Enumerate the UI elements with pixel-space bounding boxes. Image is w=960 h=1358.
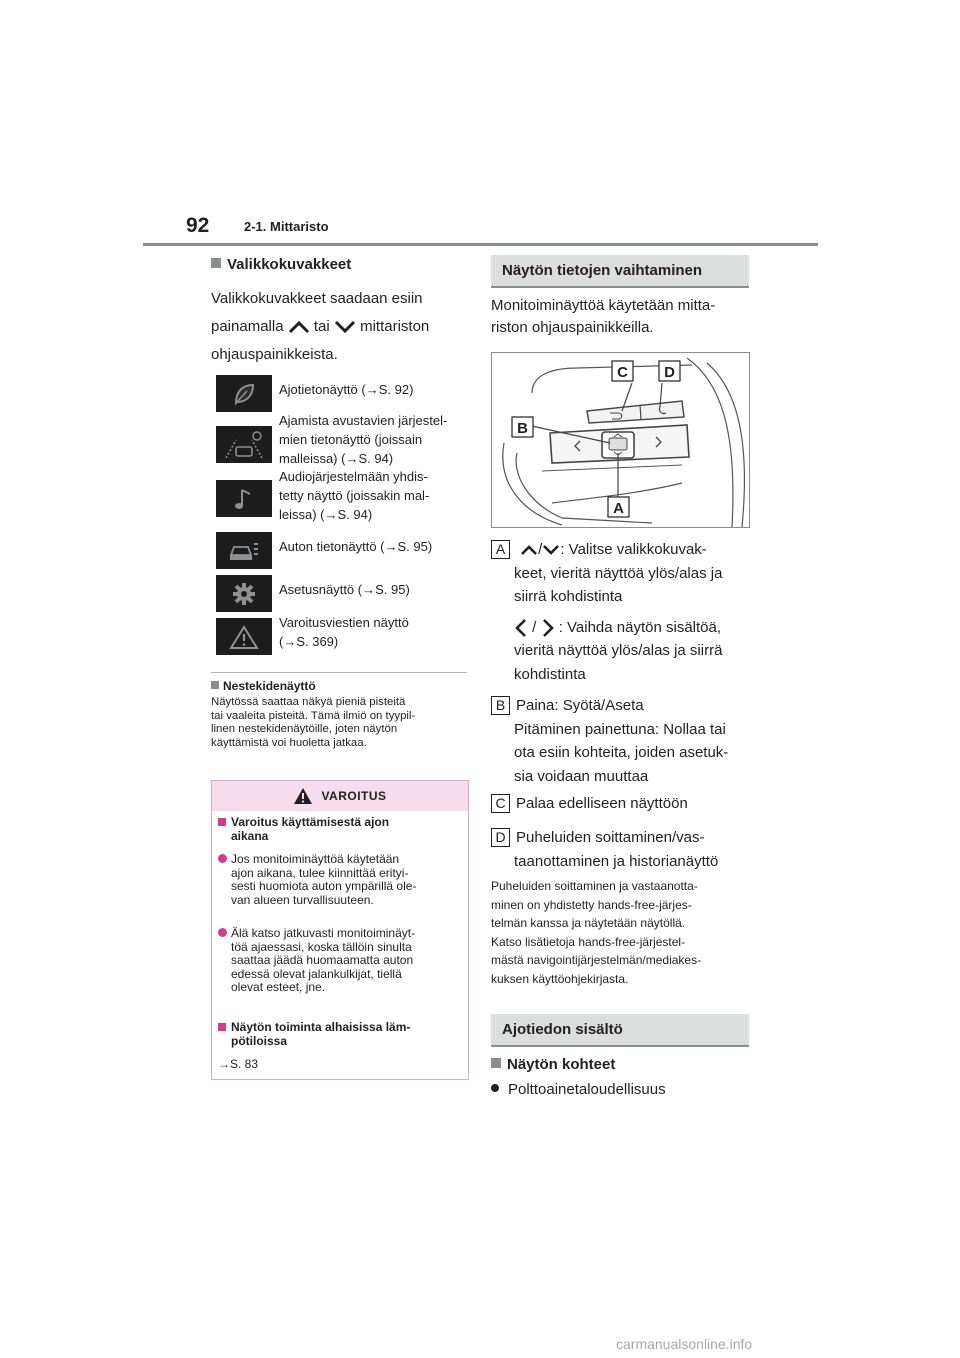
page-number: 92: [186, 214, 210, 237]
bullet-dot-icon: [218, 928, 227, 937]
figure-label-b: B: [517, 420, 528, 437]
menu-icons-heading: Valikkokuvakkeet: [211, 256, 351, 273]
chevron-right-icon: [541, 618, 555, 638]
warning-heading-driving: Varoitus käyttämisestä ajon aikana: [218, 816, 462, 843]
liquid-crystal-heading: Nestekidenäyttö: [211, 679, 316, 693]
chevron-down-icon: [542, 544, 560, 556]
driving-assist-icon: [216, 426, 272, 463]
steering-switch-figure: [491, 352, 750, 528]
square-bullet-icon: [218, 1023, 226, 1031]
chevron-down-icon: [334, 320, 356, 334]
liquid-crystal-text: Näytössä saattaa näkyä pieniä pisteitä tai vaaleita pisteitä. Tämä ilmiö on tyypil- linen nestekidenäytöille, joten näytön käyttämistä voi huoletta jatkaa.: [211, 696, 416, 749]
label-box-a: A: [491, 540, 510, 559]
car-info-icon: [216, 532, 272, 569]
bullet-dot-icon: [218, 854, 227, 863]
figure-label-d: D: [664, 364, 675, 381]
warning-heading-low-temp: Näytön toiminta alhaisissa läm- pötiloissa: [218, 1021, 462, 1048]
warning-paragraph-1: Jos monitoiminäyttöä käytetään ajon aikana, tulee kiinnittää erityi- sesti huomiota auton ympärillä ole- van alueen turvallisuuteen.: [218, 853, 462, 907]
warning-triangle-icon: [293, 787, 313, 805]
section-heading-display-switch: Näytön tietojen vaihtaminen: [491, 255, 749, 288]
warning-paragraph-2: Älä katso jatkuvasti monitoiminäyt- töä ajaessasi, koska tällöin sinulta saattaa jäädä huomaamatta auton edessä olevat jalankulkijat, tiellä olevat esteet, jne.: [218, 927, 462, 995]
figure-label-c: C: [617, 364, 628, 381]
item-c: C Palaa edelliseen näyttöön: [491, 792, 749, 816]
item-a: A / : Valitse valikkokuvak- keet, vieritä näyttöä ylös/alas ja siirrä kohdistinta / : Vaihda näytön sisältöä, vieritä näyttöä ylös/alas ja siirrä kohdistinta: [491, 538, 749, 686]
chevron-left-icon: [514, 618, 528, 638]
switch-intro: Monitoiminäyttöä käytetään mitta- riston ohjauspainikkeilla.: [491, 297, 716, 336]
music-note-icon: [216, 480, 272, 517]
section-divider: [211, 672, 467, 673]
square-bullet-icon: [211, 681, 219, 689]
watermark: carmanualsonline.info: [616, 1336, 753, 1352]
leaf-icon: [216, 375, 272, 412]
square-bullet-icon: [211, 258, 221, 268]
square-bullet-icon: [218, 818, 226, 826]
chevron-up-icon: [288, 320, 310, 334]
figure-label-a: A: [613, 500, 624, 517]
section-heading-trip-content: Ajotiedon sisältö: [491, 1014, 749, 1047]
warning-header: VAROITUS: [212, 781, 468, 811]
warning-page-ref: →S. 83: [218, 1057, 259, 1071]
bullet-dot-icon: [491, 1084, 499, 1092]
label-box-c: C: [491, 794, 510, 813]
label-box-b: B: [491, 696, 510, 715]
menu-intro: Valikkokuvakkeet saadaan esiin painamalla tai mittariston ohjauspainikkeista.: [211, 290, 430, 363]
item-b: B Paina: Syötä/Aseta Pitäminen painettuna: Nollaa tai ota esiin kohteita, joiden asetuk- sia voidaan muuttaa: [491, 694, 749, 788]
header-rule: [143, 243, 818, 246]
display-items-heading: Näytön kohteet: [491, 1056, 615, 1073]
hands-free-note: Puheluiden soittaminen ja vastaanotta- minen on yhdistetty hands-free-järjes- telmän kanssa ja näytetään näytöllä. Katso lisätietoja hands-free-järjestel- mästä navigointijärjestelmän/mediakes- kuksen käyttöohjekirjasta.: [491, 879, 702, 986]
warning-triangle-icon: [216, 618, 272, 655]
item-d: D Puheluiden soittaminen/vas- taanottaminen ja historianäyttö: [491, 826, 749, 873]
steering-wheel-switch-illustration: [492, 353, 749, 527]
warning-box: [211, 780, 469, 1080]
gear-icon: [216, 575, 272, 612]
chevron-up-icon: [520, 544, 538, 556]
bullet-fuel-economy: Polttoainetaloudellisuus: [491, 1081, 666, 1098]
square-bullet-icon: [491, 1058, 501, 1068]
label-box-d: D: [491, 828, 510, 847]
chapter-title: 2-1. Mittaristo: [244, 219, 329, 234]
